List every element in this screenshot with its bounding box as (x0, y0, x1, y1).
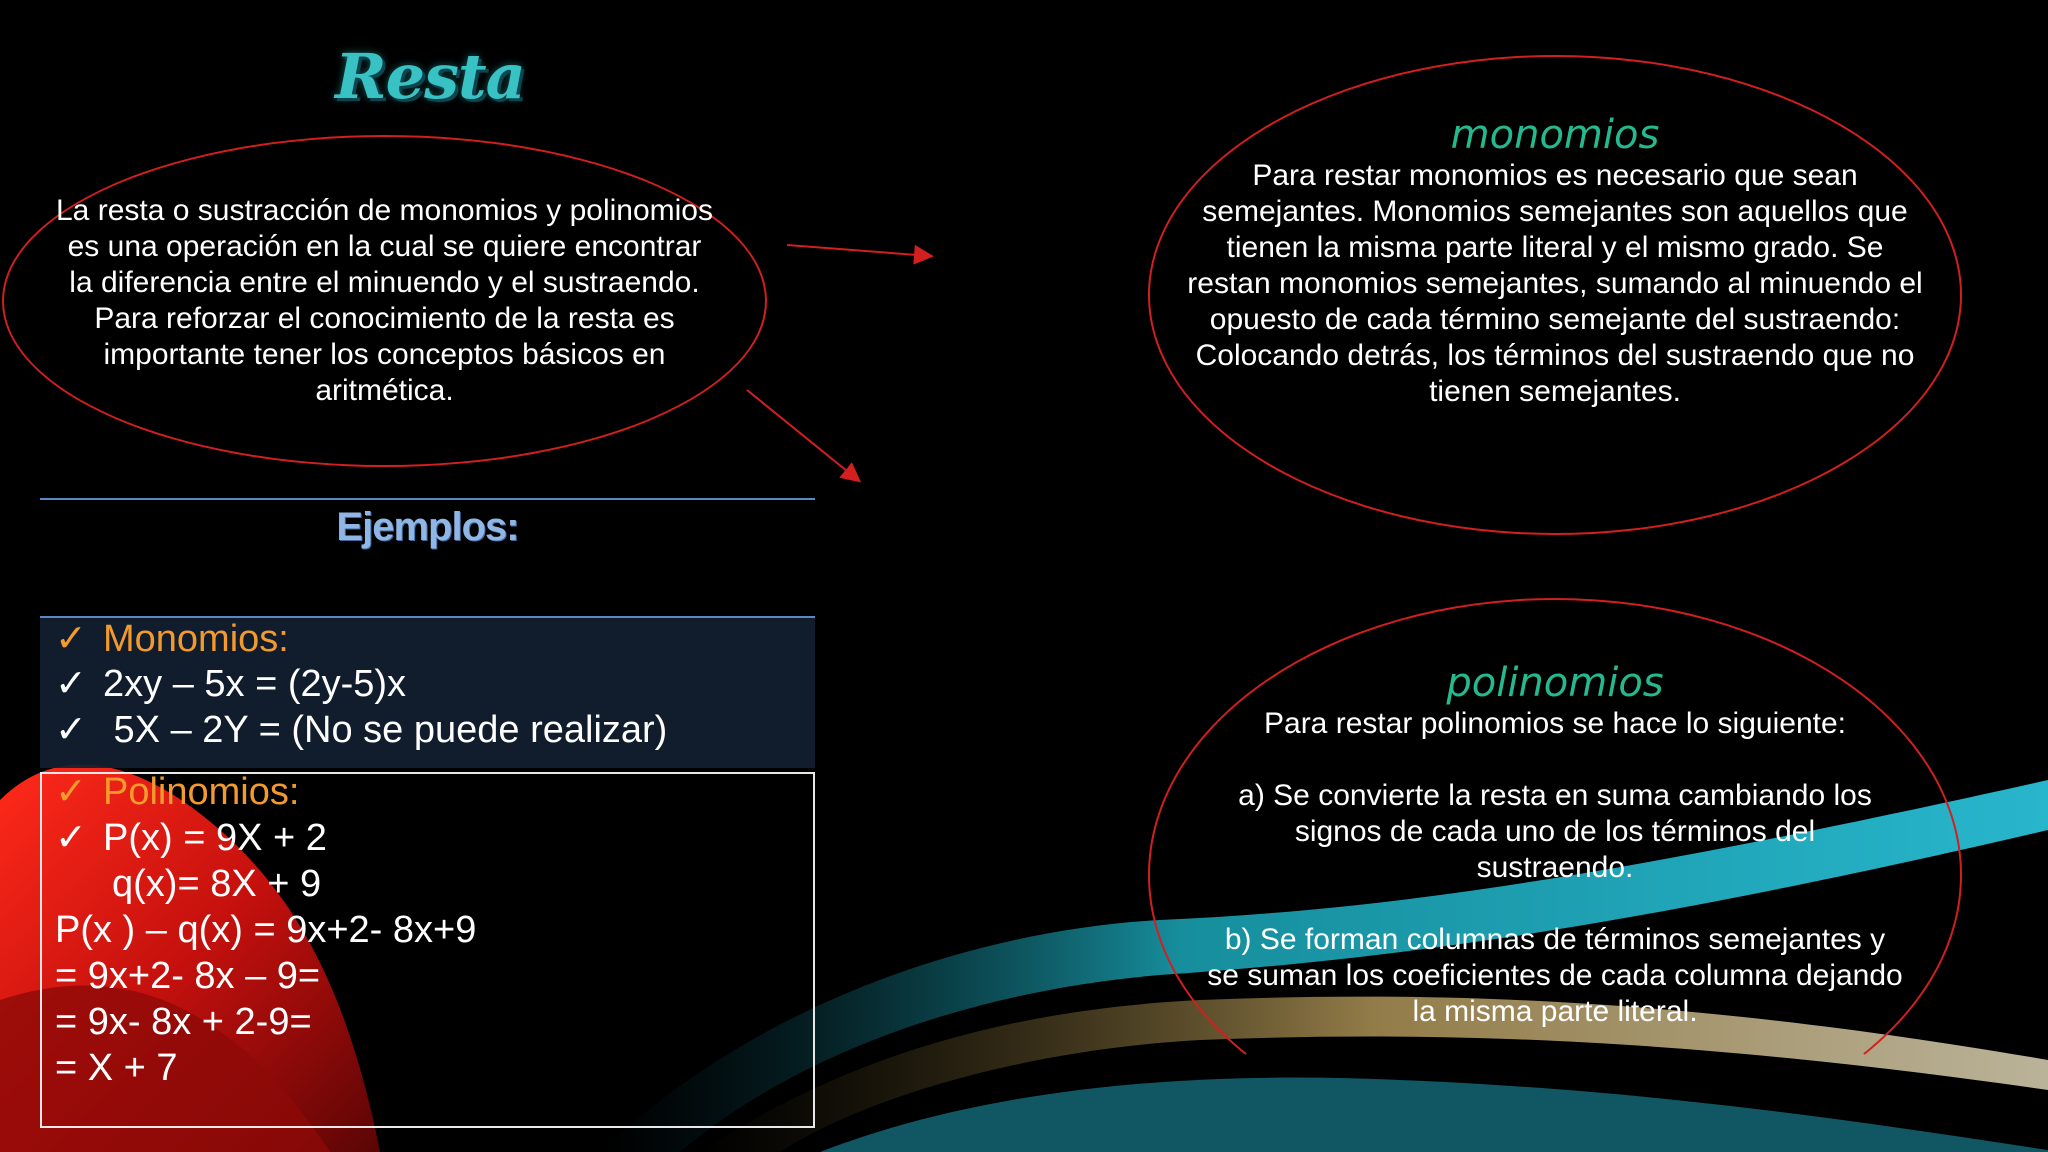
examples-heading: Ejemplos: (336, 505, 519, 549)
intro-text: La resta o sustracción de monomios y polinomios es una operación en la cual se quiere encontrar la diferencia entre el minuendo y el sustraendo. Para reforzar el conocimiento de la resta es importante tener los conceptos básicos en aritmética. (56, 194, 713, 407)
check-icon: ✓ (55, 771, 87, 813)
examples-top-divider (40, 498, 815, 500)
monomios-example-line: ✓ 2xy – 5x = (2y-5)x (55, 663, 407, 705)
polinomios-example-line: = 9x+2- 8x – 9= (55, 955, 321, 997)
check-icon: ✓ (55, 817, 87, 859)
check-icon: ✓ (55, 618, 87, 660)
polinomios-heading-label: Polinomios: (103, 771, 300, 813)
check-icon: ✓ (55, 663, 87, 705)
polinomios-example-line: q(x)= 8X + 9 (112, 863, 322, 905)
polinomios-bubble-title: polinomios (1446, 660, 1664, 706)
polinomios-example-line: P(x ) – q(x) = 9x+2- 8x+9 (55, 909, 477, 951)
polinomios-example-line: = X + 7 (55, 1047, 178, 1089)
monomios-example-line: ✓ 5X – 2Y = (No se puede realizar) (55, 709, 668, 751)
polinomios-step-b: b) Se forman columnas de términos semejantes y se suman los coeficientes de cada columna dejando la misma parte literal. (1207, 923, 1903, 1028)
polinomios-bubble (1148, 598, 1962, 1152)
arrow-to-polinomios (747, 390, 858, 480)
monomios-bubble (1148, 55, 1962, 535)
monomios-heading-label: Monomios: (103, 618, 289, 660)
polinomios-heading (55, 769, 299, 815)
intro-bubble (2, 135, 767, 467)
polinomios-example-line: ✓ P(x) = 9X + 2 (55, 817, 327, 859)
check-icon: ✓ (55, 709, 87, 751)
arrow-to-monomios (787, 245, 930, 256)
monomios-bubble-text: Para restar monomios es necesario que sean semejantes. Monomios semejantes son aquellos que tienen la misma parte literal y el mismo grado. Se restan monomios semejantes, sumando al minuendo el opuesto de cada término semejante del sustraendo: Colocando detrás, los términos del sustraendo que no tienen semejantes. (1187, 159, 1923, 408)
monomios-bubble-title: monomios (1450, 112, 1660, 158)
polinomios-step-a: a) Se convierte la resta en suma cambiando los signos de cada uno de los términos del sustraendo. (1238, 779, 1872, 884)
polinomios-intro: Para restar polinomios se hace lo siguiente: (1264, 707, 1846, 740)
monomios-heading (55, 616, 289, 662)
slide-title: Resta (335, 40, 525, 113)
polinomios-example-line: = 9x- 8x + 2-9= (55, 1001, 312, 1043)
